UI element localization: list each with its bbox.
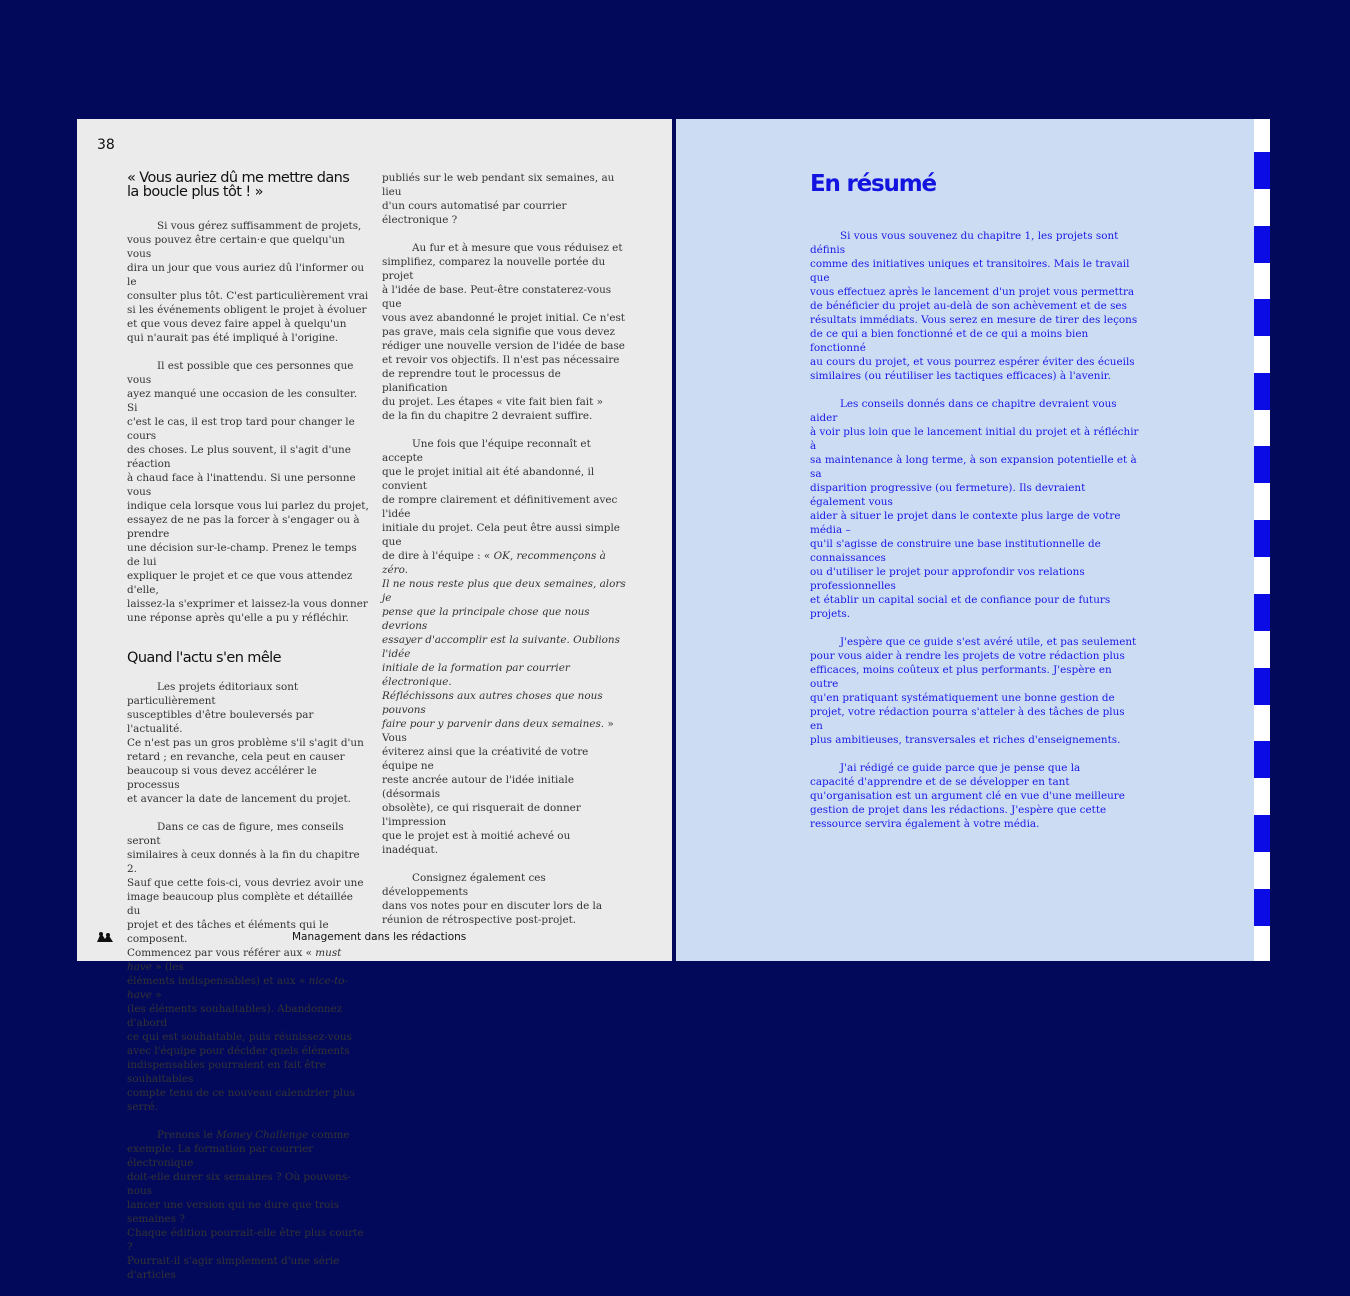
page-number: 38 — [97, 137, 115, 153]
paragraph-money-challenge: Prenons le Money Challenge comme exemple. La formation par courrier électronique doit-elle durer six semaines ? Où pouvons-nous lancer une version qui ne dure que trois semaines ? Chaque édition pourrait-elle être plus courte ? Pourrait-il s'agir simplement d'une série d'articles — [127, 1129, 364, 1281]
paragraph: Les projets éditoriaux sont particulièrement susceptibles d'être bouleversés par l'actualité. Ce n'est pas un gros problème s'il s'agit d'un retard ; en revanche, cela peut en causer beaucoup si vous devez accélérer le processus et avancer la date de lancement du projet. — [127, 681, 364, 805]
chapter-tabs — [1254, 119, 1270, 961]
paragraph: Au fur et à mesure que vous réduisez et simplifiez, comparez la nouvelle portée du projet à l'idée de base. Peut-être constaterez-vous que vous avez abandonné le projet initial. Ce n'est pas grave, mais cela signifie que vous devez rédiger une nouvelle version de l'idée de base et revoir vos objectifs. Il n'est pas nécessaire de reprendre tout le processus de planification du projet. Les étapes « vite fait bien fait » de la fin du chapitre 2 devraient suffire. — [382, 242, 625, 422]
left-column-a — [127, 171, 369, 1296]
section-heading: « Vous auriez dû me mettre dans la boucle plus tôt ! » — [127, 170, 350, 200]
chapter-tab — [1254, 446, 1270, 483]
left-column-b — [382, 171, 627, 941]
right-page — [676, 119, 1256, 961]
subheading: Quand l'actu s'en mêle — [127, 650, 281, 666]
paragraph: J'ai rédigé ce guide parce que je pense que la capacité d'apprendre et de se développer en tant qu'organisation est un argument clé en vue d'une meilleure gestion de projet dans les rédactions. J'espère que cette ressource servira également à votre média. — [810, 762, 1125, 830]
paragraph: Si vous gérez suffisamment de projets, vous pouvez être certain·e que quelqu'un vous dira un jour que vous auriez dû l'informer ou le consulter plus tôt. C'est particulièrement vrai si les événements obligent le projet à évoluer et que vous devez faire appel à quelqu'un qui n'aurait pas été impliqué à l'origine. — [127, 220, 369, 344]
chapter-tab — [1254, 815, 1270, 852]
footer-title: Management dans les rédactions — [292, 931, 467, 943]
paragraph: J'espère que ce guide s'est avéré utile, et pas seulement pour vous aider à rendre les projets de votre rédaction plus efficaces, moins coûteux et plus performants. J'espère en outre qu'en pratiquant systématiquement une bonne gestion de projet, votre rédaction pourra s'atteler à des tâches de plus en plus ambitieuses, transversales et riches d'enseignements. — [810, 636, 1137, 746]
chapter-tab — [1254, 668, 1270, 705]
left-page — [77, 119, 672, 1281]
paragraph: Consignez également ces développements dans vos notes pour en discuter lors de la réunion de rétrospective post-projet. — [382, 872, 603, 926]
chapter-tab — [1254, 741, 1270, 778]
book-spread — [77, 119, 1270, 1281]
paragraph: publiés sur le web pendant six semaines, au lieu d'un cours automatisé par courrier électronique ? — [382, 172, 615, 226]
paragraph: Il est possible que ces personnes que vous ayez manqué une occasion de les consulter. Si c'est le cas, il est trop tard pour changer le cours des choses. Le plus souvent, il s'agit d'une réaction à chaud face à l'inattendu. Si une personne vous indique cela lorsque vous lui parlez du projet, essayez de ne pas la forcer à s'engager ou à prendre une décision sur-le-champ. Prenez le temps de lui expliquer le projet et ce que vous attendez d'elle, laissez-la s'exprimer et laissez-la vous donner une réponse après qu'elle a pu y réfléchir. — [127, 360, 369, 624]
chapter-tab — [1254, 152, 1270, 189]
chapter-tab — [1254, 373, 1270, 410]
paragraph: Si vous vous souvenez du chapitre 1, les projets sont définis comme des initiatives uniques et transitoires. Mais le travail que vous effectuez après le lancement d'un projet vous permettra de bénéficier du projet au-delà de son achèvement et de ses résultats immédiats. Vous serez en mesure de tirer des leçons de ce qui a bien fonctionné et de ce qui a moins bien fonctionné au cours du projet, et vous pourrez espérer éviter des écueils similaires (ou réutiliser les tactiques efficaces) à l'avenir. — [810, 230, 1138, 382]
page-title: En résumé — [810, 171, 936, 197]
summary-column — [810, 229, 1140, 845]
chapter-tab — [1254, 299, 1270, 336]
chapter-tab — [1254, 520, 1270, 557]
chapter-tab — [1254, 226, 1270, 263]
mountain-logo-icon — [97, 931, 113, 943]
paragraph-advice: Dans ce cas de figure, mes conseils seront similaires à ceux donnés à la fin du chapitre 2. Sauf que cette fois-ci, vous devriez avoir une image beaucoup plus complète et détaillée du projet et des tâches et éléments qui le composent. Commencez par vous référer aux « must have » (les éléments indispensables) et aux « nice-to-have » (les éléments souhaitables). Abandonnez d'abord ce qui est souhaitable, puis réunissez-vous avec l'équipe pour décider quels éléments indispensables pourraient en fait être souhaitables compte tenu de ce nouveau calendrier plus serré. — [127, 821, 364, 1113]
chapter-tab — [1254, 889, 1270, 926]
paragraph: Les conseils donnés dans ce chapitre devraient vous aider à voir plus loin que le lancement initial du projet et à réfléchir à sa maintenance à long terme, à son expansion potentielle et à sa disparition progressive (ou fermeture). Ils devraient également vous aider à situer le projet dans le contexte plus large de votre média – qu'il s'agisse de construire une base institutionnelle de connaissances ou d'utiliser le projet pour approfondir vos relations professionnelles et établir un capital social et de confiance pour de futurs projets. — [810, 398, 1139, 620]
paragraph-team: Une fois que l'équipe reconnaît et accepte que le projet initial ait été abandonné, il convient de rompre clairement et définitivement avec l'idée initiale du projet. Cela peut être aussi simple que de dire à l'équipe : « OK, recommençons à zéro. Il ne nous reste plus que deux semaines, alors je pense que la principale chose que nous devrions essayer d'accomplir est la suivante. Oublions l'idée initiale de la formation par courrier électronique. Réfléchissons aux autres choses que nous pouvons faire pour y parvenir dans deux semaines. » Vous éviterez ainsi que la créativité de votre équipe ne reste ancrée autour de l'idée initiale (désormais obsolète), ce qui risquerait de donner l'impression que le projet est à moitié achevé ou inadéquat. — [382, 438, 626, 856]
chapter-tab — [1254, 594, 1270, 631]
